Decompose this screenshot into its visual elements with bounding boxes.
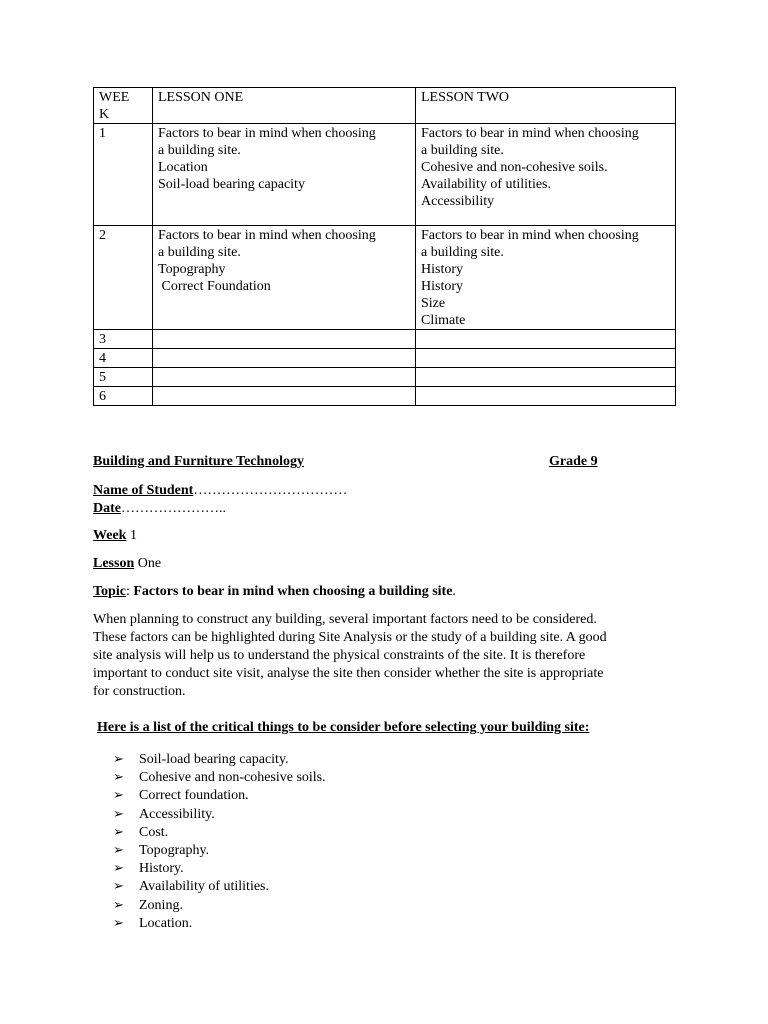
cell-line: Location (158, 160, 208, 175)
header-week (94, 88, 153, 124)
list-item-text: Zoning. (139, 897, 183, 913)
header-lesson-two: LESSON TWO (416, 88, 676, 124)
cell-line: Size (421, 296, 446, 311)
list-item-text: Location. (139, 915, 193, 931)
header-week-text: WEE K (99, 90, 130, 122)
arrow-bullet-icon: ➢ (113, 843, 124, 859)
paragraph-line: site analysis will help us to understand the physical constraints of the site. It is therefore (93, 648, 586, 663)
cell-line: Factors to bear in mind when choosing (421, 228, 639, 243)
cell-line: a building site. (158, 245, 241, 260)
list-item-text: Availability of utilities. (139, 879, 269, 895)
list-item-text: Cohesive and non-cohesive soils. (139, 770, 326, 786)
week-cell: 3 (94, 330, 153, 349)
table-row (94, 387, 676, 406)
paragraph-line: for construction. (93, 684, 186, 699)
table-row (94, 330, 676, 349)
list-item (113, 915, 326, 933)
grade-label: Grade 9 (549, 454, 598, 469)
header-lesson-one: LESSON ONE (153, 88, 416, 124)
week-cell: 4 (94, 349, 153, 368)
topic-end: . (452, 584, 456, 599)
week-cell: 5 (94, 368, 153, 387)
lesson-value: One (134, 556, 162, 571)
week-label: Week (93, 528, 127, 543)
student-name-label: Name of Student (93, 483, 194, 498)
lesson-two-cell (416, 330, 676, 349)
lesson-two-cell (416, 387, 676, 406)
cell-line: Factors to bear in mind when choosing (158, 228, 376, 243)
list-heading: Here is a list of the critical things to be consider before selecting your building site: (97, 720, 590, 735)
cell-line: a building site. (158, 143, 241, 158)
cell-line: a building site. (421, 143, 504, 158)
arrow-bullet-icon: ➢ (113, 824, 124, 840)
lesson-one-cell (153, 368, 416, 387)
table-row (94, 124, 676, 226)
date-blank: ………………….. (121, 501, 226, 516)
student-name-line (93, 482, 347, 500)
table-header-row (94, 88, 676, 124)
table-row (94, 226, 676, 330)
topic-separator: : (125, 584, 134, 599)
lesson-schedule-table (93, 87, 676, 406)
list-item (113, 878, 326, 896)
cell-line: Soil-load bearing capacity (158, 177, 305, 192)
week-value: 1 (126, 528, 137, 543)
arrow-bullet-icon: ➢ (113, 788, 124, 804)
lesson-two-cell (416, 124, 676, 226)
week-cell: 2 (94, 226, 153, 330)
list-item-text: Topography. (139, 843, 210, 859)
list-item (113, 842, 326, 860)
arrow-bullet-icon: ➢ (113, 752, 124, 767)
date-label: Date (93, 501, 121, 516)
lesson-one-cell (153, 226, 416, 330)
list-item (113, 769, 326, 787)
lesson-two-cell (416, 349, 676, 368)
cell-line: Accessibility (421, 194, 495, 209)
arrow-bullet-icon: ➢ (113, 861, 124, 877)
cell-line: Factors to bear in mind when choosing (158, 126, 376, 141)
lesson-one-cell (153, 387, 416, 406)
cell-line: a building site. (421, 245, 504, 260)
topic-value: Factors to bear in mind when choosing a building site (133, 584, 453, 599)
cell-line: Topography (158, 262, 226, 277)
paragraph-line: When planning to construct any building, several important factors need to be considered. (93, 612, 597, 627)
topic-label: Topic (93, 584, 126, 599)
week-cell: 1 (94, 124, 153, 226)
paragraph-line: important to conduct site visit, analyse the site then consider whether the site is appropriate (93, 666, 604, 681)
cell-line: Cohesive and non-cohesive soils. (421, 160, 608, 175)
arrow-bullet-icon: ➢ (113, 770, 124, 786)
student-name-blank: …………………………… (193, 483, 348, 498)
table-row (94, 368, 676, 387)
lesson-two-cell (416, 226, 676, 330)
arrow-bullet-icon: ➢ (113, 897, 124, 913)
list-item (113, 806, 326, 824)
cell-line: Climate (421, 313, 466, 328)
lesson-one-cell (153, 330, 416, 349)
lesson-line (93, 555, 161, 573)
lesson-one-cell (153, 124, 416, 226)
week-cell: 6 (94, 387, 153, 406)
lesson-label: Lesson (93, 556, 135, 571)
cell-line: Factors to bear in mind when choosing (421, 126, 639, 141)
list-item-text: Soil-load bearing capacity. (139, 752, 289, 767)
paragraph-line: These factors can be highlighted during Site Analysis or the study of a building site. A good (93, 630, 607, 645)
week-line (93, 527, 137, 545)
table-row (94, 349, 676, 368)
list-item (113, 897, 326, 915)
intro-paragraph (93, 611, 673, 701)
list-item (113, 824, 326, 842)
topic-line (93, 583, 456, 601)
list-item (113, 860, 326, 878)
cell-line: History (421, 262, 463, 277)
list-item-text: Correct foundation. (139, 788, 249, 804)
lesson-two-cell (416, 368, 676, 387)
list-item (113, 787, 326, 805)
arrow-bullet-icon: ➢ (113, 806, 124, 822)
lesson-one-cell (153, 349, 416, 368)
cell-line: Availability of utilities. (421, 177, 551, 192)
critical-factors-list (113, 751, 326, 933)
arrow-bullet-icon: ➢ (113, 879, 124, 895)
subject-title: Building and Furniture Technology (93, 454, 304, 469)
list-item-text: Accessibility. (139, 806, 215, 822)
date-line (93, 500, 226, 518)
arrow-bullet-icon: ➢ (113, 915, 124, 931)
cell-line: Correct Foundation (158, 279, 271, 294)
list-item (113, 751, 326, 769)
list-item-text: History. (139, 861, 184, 877)
cell-line: History (421, 279, 463, 294)
list-item-text: Cost. (139, 824, 169, 840)
